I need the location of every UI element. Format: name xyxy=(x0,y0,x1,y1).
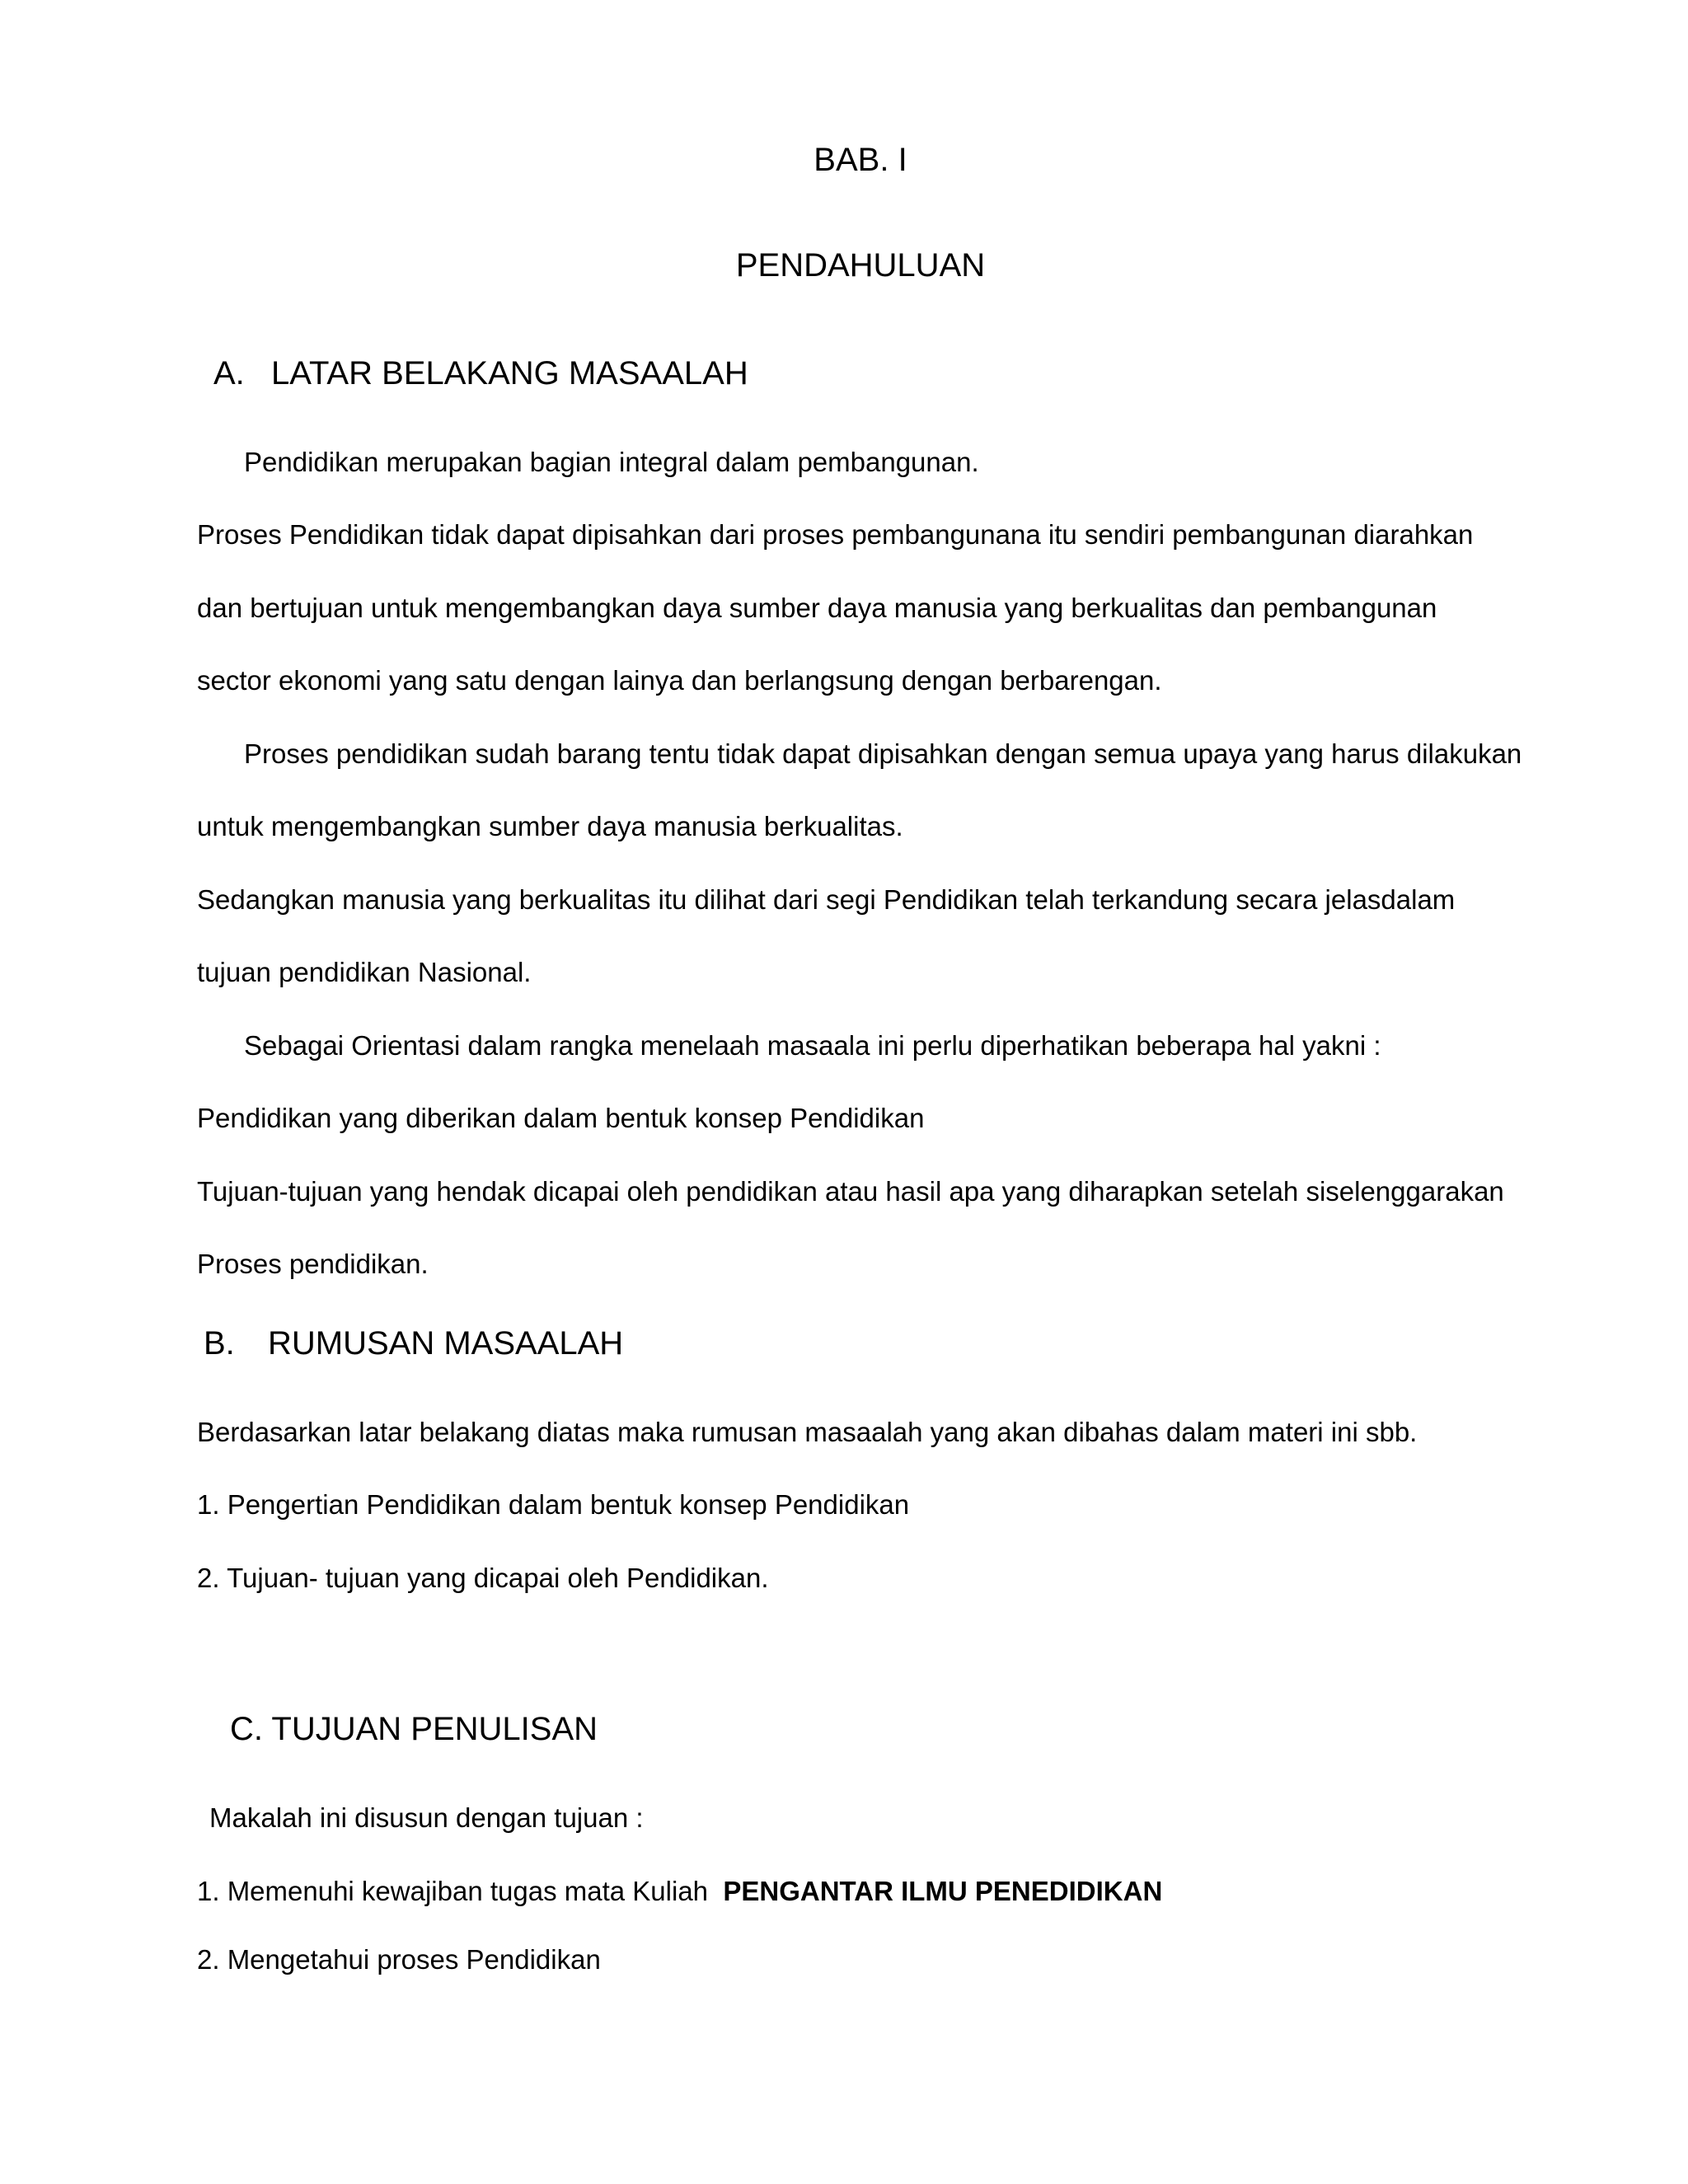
section-b-letter: B. xyxy=(204,1325,235,1361)
list-item: 2. Tujuan- tujuan yang dicapai oleh Pendidikan. xyxy=(197,1563,769,1593)
section-a-letter: A. xyxy=(213,355,245,391)
section-b-title: RUMUSAN MASAALAH xyxy=(268,1325,624,1361)
paragraph-line: Proses pendidikan. xyxy=(197,1249,429,1279)
paragraph-line: Sebagai Orientasi dalam rangka menelaah masaala ini perlu diperhatikan beberapa hal yakni : xyxy=(244,1030,1381,1061)
list-item: 2. Mengetahui proses Pendidikan xyxy=(197,1944,601,1975)
paragraph-line: Tujuan-tujuan yang hendak dicapai oleh pendidikan atau hasil apa yang diharapkan setelah siselenggarakan xyxy=(197,1176,1504,1207)
course-name: PENGANTAR ILMU PENEDIDIKAN xyxy=(723,1876,1163,1906)
paragraph-line: Sedangkan manusia yang berkualitas itu dilihat dari segi Pendidikan telah terkandung secara jelasdalam xyxy=(197,884,1456,915)
chapter-title: PENDAHULUAN xyxy=(735,247,986,284)
list-item-text: 1. Memenuhi kewajiban tugas mata Kuliah xyxy=(197,1876,709,1906)
list-item: 1. Pengertian Pendidikan dalam bentuk konsep Pendidikan xyxy=(197,1489,910,1520)
section-b-heading xyxy=(204,1324,623,1363)
section-a-heading xyxy=(213,354,748,393)
paragraph-line: Proses Pendidikan tidak dapat dipisahkan dari proses pembangunana itu sendiri pembangunan diarahkan xyxy=(197,519,1474,550)
paragraph-line: dan bertujuan untuk mengembangkan daya sumber daya manusia yang berkualitas dan pembangunan xyxy=(197,593,1437,623)
section-a-title: LATAR BELAKANG MASAALAH xyxy=(271,355,748,391)
paragraph-line: sector ekonomi yang satu dengan lainya dan berlangsung dengan berbarengan. xyxy=(197,665,1162,696)
paragraph-line: Proses pendidikan sudah barang tentu tidak dapat dipisahkan dengan semua upaya yang harus dilakukan xyxy=(244,738,1522,769)
paragraph-line: Pendidikan yang diberikan dalam bentuk konsep Pendidikan xyxy=(197,1103,925,1133)
list-item xyxy=(197,1875,1162,1908)
paragraph-line: untuk mengembangkan sumber daya manusia berkualitas. xyxy=(197,811,903,841)
chapter-number: BAB. I xyxy=(814,142,907,178)
paragraph-line: Pendidikan merupakan bagian integral dalam pembangunan. xyxy=(244,447,979,477)
section-c-heading: C. TUJUAN PENULISAN xyxy=(230,1711,598,1747)
paragraph-line: Makalah ini disusun dengan tujuan : xyxy=(209,1802,644,1833)
paragraph-line: Berdasarkan latar belakang diatas maka rumusan masaalah yang akan dibahas dalam materi ini sbb. xyxy=(197,1417,1418,1447)
paragraph-line: tujuan pendidikan Nasional. xyxy=(197,957,532,987)
